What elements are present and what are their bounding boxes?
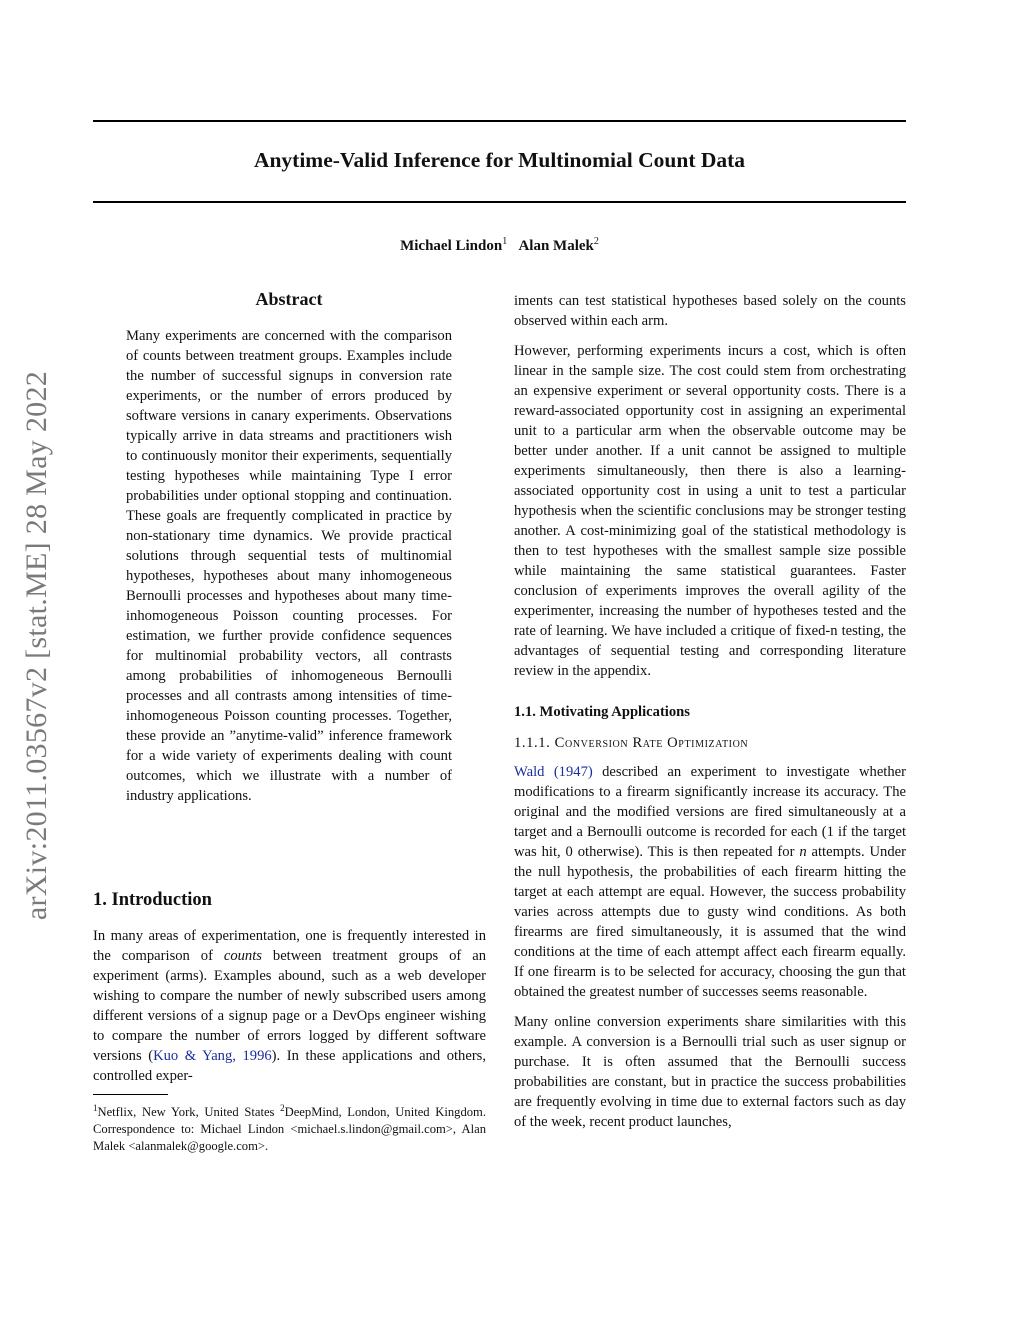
title-top-rule bbox=[93, 120, 906, 122]
abstract-text: Many experiments are concerned with the comparison of counts between treatment groups. Examples include the number of successful signups in conversion rate experiments, or the number of errors produced by software versions in canary experiments. Observations typically arrive in data streams and practitioners wish to continuously monitor their experiments, sequentially testing hypotheses while maintaining Type I error probabilities under optional stopping and continuation. These goals are frequently complicated in practice by non-stationary time dynamics. We provide practical solutions through sequential tests of multinomial hypotheses, hypotheses about many inhomogeneous Bernoulli processes and hypotheses about many time-inhomogeneous Poisson counting processes. For estimation, we further provide confidence sequences for multinomial probability vectors, all contrasts among probabilities of inhomogeneous Bernoulli processes and all contrasts among intensities of time-inhomogeneous Poisson counting processes. Together, these provide an ”anytime-valid” inference framework for a wide variety of experiments dealing with count outcomes, which we illustrate with a number of industry applications. bbox=[126, 328, 452, 804]
section-heading: 1.1. Motivating Applications bbox=[514, 704, 690, 720]
footnote-text: Netflix, New York, United States bbox=[97, 1105, 281, 1120]
intro-text: In many areas of experimentation, one is frequently interested in the comparison of bbox=[93, 928, 486, 964]
math-variable: n bbox=[799, 844, 807, 860]
intro-text: between treatment groups of an experiment (arms). Examples abound, such as a web developer wishing to compare the number of newly subscribed users among different versions of a signup page or a DevOps engineer wishing to compare the number of errors logged by different software versions ( bbox=[93, 948, 486, 1064]
author-affiliation-marker: 2 bbox=[593, 236, 599, 247]
intro-emphasis: counts bbox=[223, 948, 262, 964]
introduction-paragraph bbox=[93, 926, 486, 1086]
footnote-rule bbox=[93, 1094, 168, 1095]
title-bottom-rule bbox=[93, 201, 906, 203]
right-paragraph bbox=[514, 762, 906, 1002]
footnote-marker: 1 bbox=[93, 1103, 98, 1113]
intro-text: ). In these applications and others, controlled exper- bbox=[93, 1048, 487, 1084]
right-paragraph: iments can test statistical hypotheses based solely on the counts observed within each arm. bbox=[514, 293, 906, 329]
right-paragraph: However, performing experiments incurs a cost, which is often linear in the sample size. The cost could stem from orchestrating an expensive experiment or several opportunity costs. There is a reward-associated opportunity cost in assigning an experimental unit to a particular arm when the observable outcome may be better under another. If a unit cannot be assigned to multiple experiments simultaneously, then there is also a learning-associated opportunity cost in using a unit to test a particular hypothesis when the scientific conclusions may be stronger testing another. A cost-minimizing goal of the statistical methodology is then to test hypotheses with the smallest sample size possible while maintaining the same statistical guarantees. Faster conclusion of experiments improves the overall agility of the experimenter, increasing the number of hypotheses tested and the rate of learning. We have included a critique of fixed-n testing, the advantages of sequential testing and corresponding literature review in the appendix. bbox=[514, 343, 906, 679]
author-name: Michael Lindon bbox=[400, 238, 503, 254]
affiliation-footnote bbox=[93, 1100, 486, 1155]
abstract-heading: Abstract bbox=[255, 289, 323, 309]
footnote-marker: 2 bbox=[280, 1103, 285, 1113]
paper-title: Anytime-Valid Inference for Multinomial Count Data bbox=[253, 148, 746, 172]
author-affiliation-marker: 1 bbox=[502, 236, 508, 247]
author-line bbox=[93, 236, 906, 255]
right-column bbox=[514, 291, 906, 1132]
right-paragraph: Many online conversion experiments share similarities with this example. A conversion is a Bernoulli trial such as user signup or purchase. It is often assumed that the Bernoulli success probabilities are constant, but in practice the success probabilities are frequently evolving in time due to external factors such as day of the week, recent product launches, bbox=[514, 1014, 906, 1130]
citation-link-wald[interactable]: Wald (1947) bbox=[514, 764, 593, 780]
right-text: attempts. Under the null hypothesis, the probabilities of each firearm hitting the target at each attempt are equal. However, the success probability varies across attempts due to gusty wind conditions. As both firearms are fired simultaneously, it is assumed that the wind conditions at the time of each attempt affect each firearm equally. If one firearm is to be selected for accuracy, choosing the gun that obtained the greatest number of successes seems reasonable. bbox=[514, 844, 906, 1000]
author-name: Alan Malek bbox=[518, 238, 594, 254]
introduction-heading: 1. Introduction bbox=[93, 890, 212, 910]
right-text: described an experiment to investigate whether modifications to a firearm significantly increase its accuracy. The original and the modified versions are fired simultaneously at a target and a Bernoulli outcome is recorded for each (1 if the target was hit, 0 otherwise). This is then repeated for bbox=[514, 764, 906, 860]
citation-link-kuo-yang[interactable]: Kuo & Yang, 1996 bbox=[153, 1048, 272, 1064]
footnote-text: DeepMind, London, United Kingdom. Correspondence to: Michael Lindon <michael.s.lindon@gmail.com>, Alan Malek <alanmalek@google.com>. bbox=[93, 1105, 486, 1154]
subsection-heading: 1.1.1. Conversion Rate Optimization bbox=[514, 735, 749, 751]
arxiv-side-stamp: arXiv:2011.03567v2 [stat.ME] 28 May 2022 bbox=[20, 370, 53, 921]
